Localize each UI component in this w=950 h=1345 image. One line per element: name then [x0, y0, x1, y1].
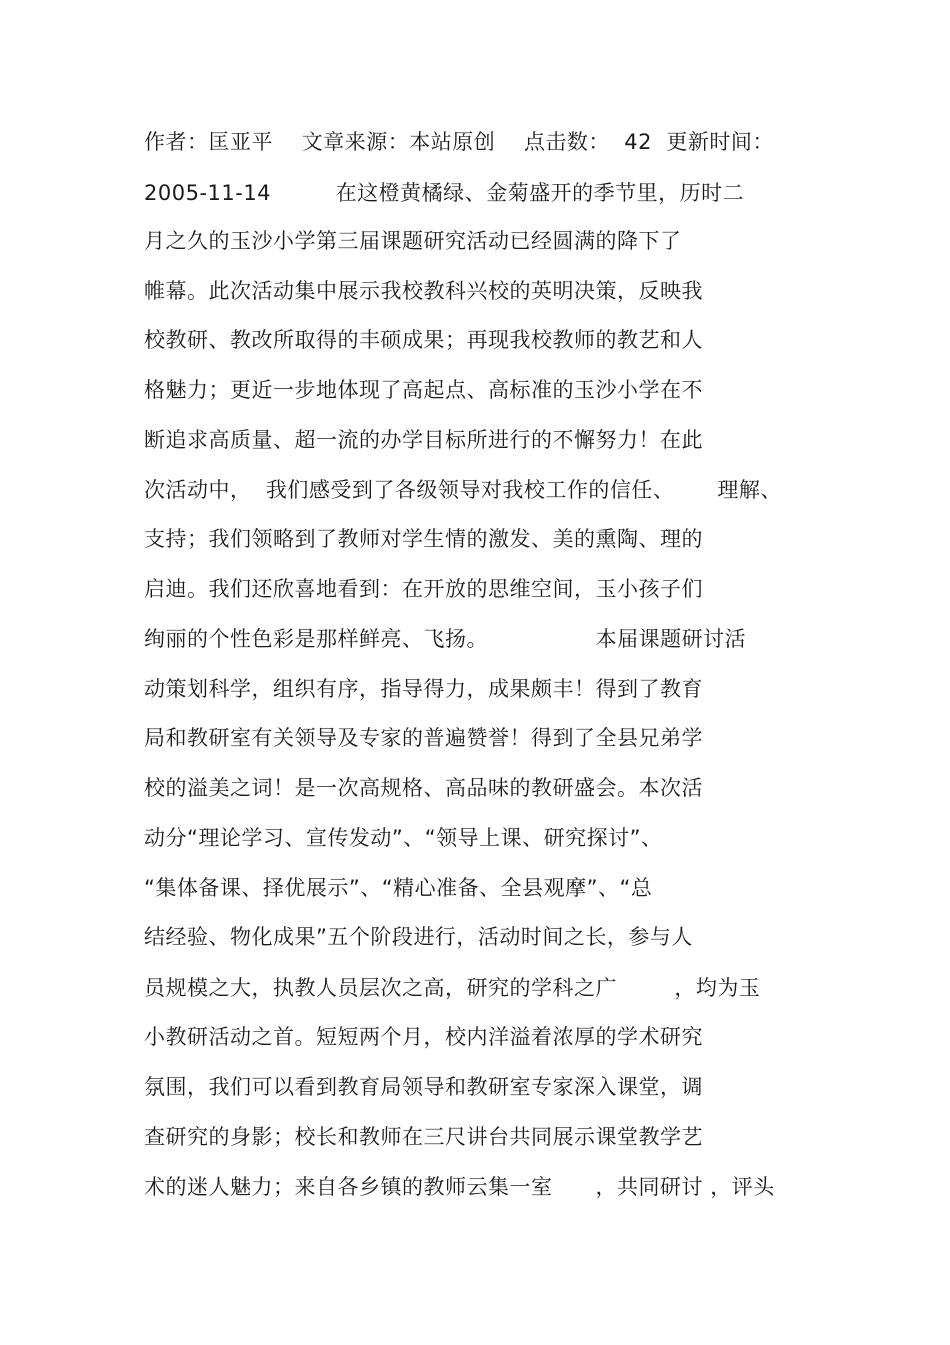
text-line: 结经验、物化成果”五个阶段进行，活动时间之长，参与人: [144, 925, 693, 949]
text-line: 氛围，我们可以看到教育局领导和教研室专家深入课堂，调: [144, 1075, 703, 1099]
text-line: 月之久的玉沙小学第三届课题研究活动已经圆满的降下了: [144, 229, 682, 253]
text-line: 术的迷人魅力；来自各乡镇的教师云集一室 ，共同研讨 ，评头: [144, 1175, 775, 1199]
text-line: 员规模之大，执教人员层次之高，研究的学科之广 ，均为玉: [144, 976, 761, 1000]
text-line: 断追求高质量、超一流的办学目标所进行的不懈努力！在此: [144, 428, 703, 452]
text-line: 格魅力；更近一步地体现了高起点、高标准的玉沙小学在不: [144, 378, 703, 402]
text-line: 查研究的身影；校长和教师在三尺讲台共同展示课堂教学艺: [144, 1125, 703, 1149]
text-line: 次活动中， 我们感受到了各级领导对我校工作的信任、 理解、: [144, 478, 782, 502]
text-line: “集体备课、择优展示”、“精心准备、全县观摩”、“总: [144, 876, 653, 900]
text-line: 校的溢美之词！是一次高规格、高品味的教研盛会。本次活: [144, 776, 703, 800]
text-line: 局和教研室有关领导及专家的普遍赞誉！得到了全县兄弟学: [144, 726, 703, 750]
text-line: 绚丽的个性色彩是那样鲜亮、飞扬。 本届课题研讨活: [144, 627, 747, 651]
text-line: 作者：匡亚平 文章来源：本站原创 点击数： 42 更新时间：: [144, 130, 774, 154]
text-line: 动策划科学，组织有序，指导得力，成果颇丰！得到了教育: [144, 677, 703, 701]
text-line: 校教研、教改所取得的丰硕成果；再现我校教师的教艺和人: [144, 328, 703, 352]
text-line: 动分“理论学习、宣传发动”、“领导上课、研究探讨”、: [144, 826, 663, 850]
text-line: 帷幕。此次活动集中展示我校教科兴校的英明决策，反映我: [144, 279, 703, 303]
text-line: 小教研活动之首。短短两个月，校内洋溢着浓厚的学术研究: [144, 1025, 703, 1049]
text-line: 2005-11-14 在这橙黄橘绿、金菊盛开的季节里，历时二: [144, 181, 745, 205]
text-line: 启迪。我们还欣喜地看到：在开放的思维空间，玉小孩子们: [144, 577, 703, 601]
text-line: 支持；我们领略到了教师对学生情的激发、美的熏陶、理的: [144, 527, 703, 551]
